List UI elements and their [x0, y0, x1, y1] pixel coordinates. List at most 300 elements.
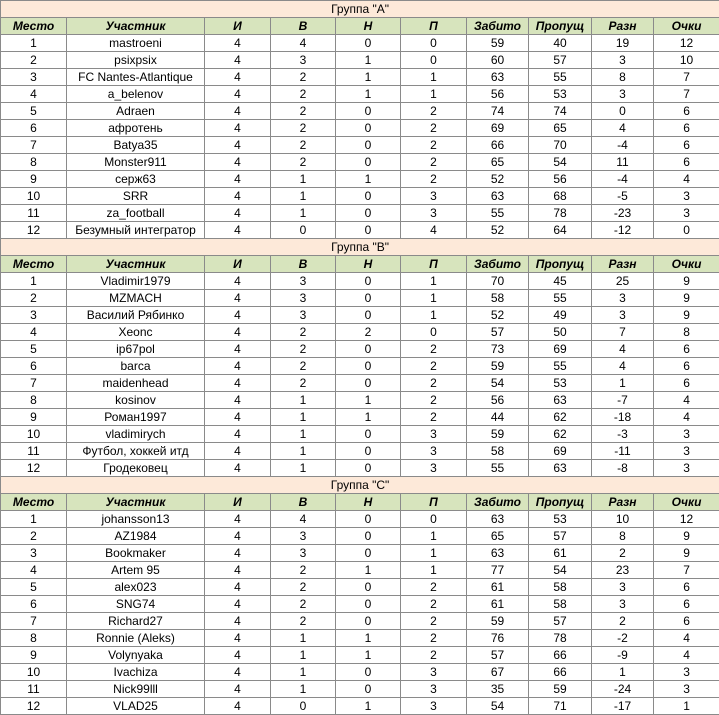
cell-wins: 2 [271, 341, 336, 358]
cell-games: 4 [205, 52, 271, 69]
cell-conceded: 55 [529, 69, 592, 86]
cell-games: 4 [205, 426, 271, 443]
column-header-conceded: Пропущ [529, 18, 592, 35]
cell-wins: 2 [271, 613, 336, 630]
cell-participant: Volynyaka [67, 647, 205, 664]
cell-draws: 1 [336, 69, 401, 86]
cell-games: 4 [205, 375, 271, 392]
cell-games: 4 [205, 545, 271, 562]
cell-points: 7 [654, 86, 719, 103]
cell-participant: Vladimir1979 [67, 273, 205, 290]
cell-place: 3 [1, 307, 67, 324]
cell-wins: 1 [271, 460, 336, 477]
table-row [1, 664, 719, 681]
table-row [1, 698, 719, 715]
cell-wins: 2 [271, 358, 336, 375]
cell-participant: SNG74 [67, 596, 205, 613]
cell-participant: Роман1997 [67, 409, 205, 426]
cell-wins: 1 [271, 630, 336, 647]
cell-diff: -18 [592, 409, 654, 426]
cell-draws: 0 [336, 222, 401, 239]
cell-losses: 1 [401, 528, 467, 545]
cell-games: 4 [205, 596, 271, 613]
cell-wins: 2 [271, 137, 336, 154]
column-header-draws: Н [336, 494, 401, 511]
table-row [1, 171, 719, 188]
cell-draws: 0 [336, 613, 401, 630]
column-header-participant: Участник [67, 256, 205, 273]
cell-participant: johansson13 [67, 511, 205, 528]
cell-diff: -12 [592, 222, 654, 239]
cell-games: 4 [205, 681, 271, 698]
cell-diff: -5 [592, 188, 654, 205]
cell-wins: 2 [271, 103, 336, 120]
cell-losses: 2 [401, 613, 467, 630]
cell-scored: 67 [467, 664, 529, 681]
cell-place: 6 [1, 358, 67, 375]
cell-draws: 0 [336, 120, 401, 137]
cell-losses: 2 [401, 154, 467, 171]
cell-place: 6 [1, 120, 67, 137]
column-header-place: Место [1, 18, 67, 35]
cell-place: 2 [1, 528, 67, 545]
column-header-row [1, 18, 719, 35]
cell-wins: 1 [271, 443, 336, 460]
cell-points: 6 [654, 358, 719, 375]
cell-draws: 0 [336, 545, 401, 562]
cell-place: 12 [1, 222, 67, 239]
cell-conceded: 70 [529, 137, 592, 154]
cell-place: 8 [1, 630, 67, 647]
cell-diff: 3 [592, 290, 654, 307]
cell-place: 10 [1, 664, 67, 681]
cell-losses: 1 [401, 290, 467, 307]
cell-wins: 3 [271, 528, 336, 545]
cell-wins: 4 [271, 35, 336, 52]
cell-losses: 2 [401, 579, 467, 596]
cell-conceded: 54 [529, 154, 592, 171]
cell-participant: Ronnie (Aleks) [67, 630, 205, 647]
cell-diff: 3 [592, 579, 654, 596]
cell-games: 4 [205, 647, 271, 664]
cell-scored: 73 [467, 341, 529, 358]
cell-place: 5 [1, 103, 67, 120]
cell-points: 4 [654, 171, 719, 188]
cell-scored: 65 [467, 528, 529, 545]
cell-losses: 3 [401, 681, 467, 698]
cell-diff: 10 [592, 511, 654, 528]
cell-draws: 0 [336, 443, 401, 460]
cell-diff: -4 [592, 137, 654, 154]
cell-points: 3 [654, 426, 719, 443]
cell-conceded: 55 [529, 358, 592, 375]
cell-scored: 63 [467, 545, 529, 562]
table-row [1, 324, 719, 341]
cell-games: 4 [205, 273, 271, 290]
cell-diff: -2 [592, 630, 654, 647]
cell-games: 4 [205, 528, 271, 545]
table-row [1, 460, 719, 477]
cell-losses: 2 [401, 341, 467, 358]
cell-conceded: 58 [529, 579, 592, 596]
cell-diff: -7 [592, 392, 654, 409]
cell-games: 4 [205, 443, 271, 460]
column-header-conceded: Пропущ [529, 494, 592, 511]
cell-draws: 1 [336, 562, 401, 579]
cell-draws: 1 [336, 698, 401, 715]
cell-scored: 56 [467, 86, 529, 103]
cell-draws: 2 [336, 324, 401, 341]
cell-scored: 58 [467, 290, 529, 307]
cell-games: 4 [205, 409, 271, 426]
cell-conceded: 61 [529, 545, 592, 562]
cell-losses: 2 [401, 630, 467, 647]
cell-draws: 0 [336, 511, 401, 528]
cell-draws: 1 [336, 630, 401, 647]
cell-scored: 77 [467, 562, 529, 579]
cell-points: 7 [654, 69, 719, 86]
cell-diff: 1 [592, 664, 654, 681]
cell-conceded: 64 [529, 222, 592, 239]
cell-diff: -3 [592, 426, 654, 443]
cell-points: 0 [654, 222, 719, 239]
cell-wins: 2 [271, 154, 336, 171]
cell-place: 5 [1, 341, 67, 358]
table-row [1, 528, 719, 545]
cell-losses: 0 [401, 511, 467, 528]
cell-games: 4 [205, 358, 271, 375]
cell-games: 4 [205, 103, 271, 120]
cell-wins: 3 [271, 545, 336, 562]
table-row [1, 205, 719, 222]
table-row [1, 86, 719, 103]
cell-diff: 3 [592, 307, 654, 324]
column-header-place: Место [1, 494, 67, 511]
cell-participant: Гродековец [67, 460, 205, 477]
cell-diff: 23 [592, 562, 654, 579]
cell-points: 6 [654, 120, 719, 137]
cell-participant: Artem 95 [67, 562, 205, 579]
table-row [1, 647, 719, 664]
table-row [1, 426, 719, 443]
cell-scored: 69 [467, 120, 529, 137]
cell-games: 4 [205, 664, 271, 681]
cell-losses: 3 [401, 443, 467, 460]
cell-points: 6 [654, 375, 719, 392]
cell-games: 4 [205, 222, 271, 239]
cell-losses: 2 [401, 171, 467, 188]
cell-participant: za_football [67, 205, 205, 222]
cell-place: 10 [1, 188, 67, 205]
cell-games: 4 [205, 290, 271, 307]
cell-losses: 1 [401, 545, 467, 562]
standings-body [1, 1, 719, 715]
cell-diff: -11 [592, 443, 654, 460]
cell-losses: 0 [401, 324, 467, 341]
cell-conceded: 57 [529, 52, 592, 69]
cell-draws: 1 [336, 392, 401, 409]
cell-conceded: 57 [529, 528, 592, 545]
group-title-row [1, 239, 719, 256]
cell-place: 9 [1, 409, 67, 426]
cell-place: 3 [1, 69, 67, 86]
cell-games: 4 [205, 562, 271, 579]
cell-losses: 2 [401, 596, 467, 613]
cell-conceded: 78 [529, 630, 592, 647]
cell-wins: 3 [271, 273, 336, 290]
cell-conceded: 71 [529, 698, 592, 715]
cell-draws: 0 [336, 273, 401, 290]
cell-conceded: 53 [529, 86, 592, 103]
table-row [1, 307, 719, 324]
cell-scored: 59 [467, 35, 529, 52]
cell-conceded: 63 [529, 460, 592, 477]
cell-wins: 0 [271, 222, 336, 239]
column-header-games: И [205, 256, 271, 273]
cell-points: 4 [654, 630, 719, 647]
cell-scored: 52 [467, 222, 529, 239]
cell-participant: Bookmaker [67, 545, 205, 562]
cell-diff: -23 [592, 205, 654, 222]
column-header-row [1, 494, 719, 511]
table-row [1, 103, 719, 120]
cell-place: 1 [1, 511, 67, 528]
table-row [1, 392, 719, 409]
cell-draws: 0 [336, 103, 401, 120]
cell-draws: 0 [336, 375, 401, 392]
cell-losses: 1 [401, 562, 467, 579]
cell-points: 4 [654, 392, 719, 409]
cell-points: 3 [654, 681, 719, 698]
cell-wins: 2 [271, 324, 336, 341]
cell-games: 4 [205, 137, 271, 154]
cell-wins: 1 [271, 205, 336, 222]
cell-points: 12 [654, 35, 719, 52]
cell-losses: 0 [401, 35, 467, 52]
cell-draws: 0 [336, 460, 401, 477]
cell-losses: 1 [401, 86, 467, 103]
column-header-scored: Забито [467, 18, 529, 35]
column-header-losses: П [401, 494, 467, 511]
cell-participant: psixpsix [67, 52, 205, 69]
cell-games: 4 [205, 205, 271, 222]
cell-wins: 1 [271, 392, 336, 409]
cell-losses: 1 [401, 69, 467, 86]
cell-scored: 54 [467, 698, 529, 715]
table-row [1, 511, 719, 528]
group-title-row [1, 1, 719, 18]
cell-wins: 3 [271, 52, 336, 69]
cell-wins: 2 [271, 69, 336, 86]
cell-conceded: 57 [529, 613, 592, 630]
table-row [1, 273, 719, 290]
cell-participant: ip67pol [67, 341, 205, 358]
cell-diff: 4 [592, 358, 654, 375]
cell-participant: vladimirych [67, 426, 205, 443]
cell-points: 4 [654, 647, 719, 664]
column-header-draws: Н [336, 18, 401, 35]
cell-conceded: 53 [529, 511, 592, 528]
cell-scored: 70 [467, 273, 529, 290]
cell-participant: Безумный интегратор [67, 222, 205, 239]
table-row [1, 35, 719, 52]
cell-participant: AZ1984 [67, 528, 205, 545]
cell-wins: 2 [271, 375, 336, 392]
cell-participant: Nick99lll [67, 681, 205, 698]
cell-wins: 1 [271, 409, 336, 426]
group-title-row [1, 477, 719, 494]
cell-scored: 65 [467, 154, 529, 171]
cell-points: 10 [654, 52, 719, 69]
cell-place: 7 [1, 375, 67, 392]
cell-draws: 0 [336, 528, 401, 545]
cell-participant: Richard27 [67, 613, 205, 630]
cell-scored: 63 [467, 511, 529, 528]
cell-place: 8 [1, 392, 67, 409]
cell-games: 4 [205, 171, 271, 188]
cell-points: 6 [654, 579, 719, 596]
cell-wins: 2 [271, 596, 336, 613]
column-header-games: И [205, 494, 271, 511]
cell-scored: 61 [467, 596, 529, 613]
cell-draws: 0 [336, 426, 401, 443]
cell-place: 4 [1, 86, 67, 103]
cell-participant: a_belenov [67, 86, 205, 103]
cell-draws: 0 [336, 205, 401, 222]
cell-diff: 8 [592, 528, 654, 545]
cell-conceded: 40 [529, 35, 592, 52]
table-row [1, 137, 719, 154]
cell-diff: 4 [592, 341, 654, 358]
table-row [1, 375, 719, 392]
cell-conceded: 56 [529, 171, 592, 188]
group-title: Группа "В" [1, 239, 719, 256]
table-row [1, 52, 719, 69]
cell-losses: 2 [401, 375, 467, 392]
cell-wins: 1 [271, 647, 336, 664]
cell-draws: 0 [336, 341, 401, 358]
cell-games: 4 [205, 86, 271, 103]
cell-participant: SRR [67, 188, 205, 205]
column-header-wins: В [271, 18, 336, 35]
cell-losses: 0 [401, 52, 467, 69]
cell-games: 4 [205, 188, 271, 205]
cell-draws: 1 [336, 409, 401, 426]
cell-scored: 66 [467, 137, 529, 154]
cell-scored: 55 [467, 460, 529, 477]
cell-diff: -24 [592, 681, 654, 698]
cell-conceded: 50 [529, 324, 592, 341]
cell-conceded: 66 [529, 647, 592, 664]
table-row [1, 545, 719, 562]
cell-games: 4 [205, 324, 271, 341]
cell-games: 4 [205, 511, 271, 528]
table-row [1, 630, 719, 647]
cell-participant: Adraen [67, 103, 205, 120]
cell-conceded: 62 [529, 409, 592, 426]
table-row [1, 613, 719, 630]
cell-points: 6 [654, 613, 719, 630]
cell-draws: 0 [336, 154, 401, 171]
table-row [1, 681, 719, 698]
cell-losses: 2 [401, 103, 467, 120]
column-header-draws: Н [336, 256, 401, 273]
cell-conceded: 68 [529, 188, 592, 205]
column-header-points: Очки [654, 494, 719, 511]
column-header-games: И [205, 18, 271, 35]
cell-points: 4 [654, 409, 719, 426]
cell-place: 10 [1, 426, 67, 443]
cell-diff: -9 [592, 647, 654, 664]
cell-scored: 58 [467, 443, 529, 460]
cell-points: 6 [654, 341, 719, 358]
cell-diff: 4 [592, 120, 654, 137]
cell-points: 3 [654, 664, 719, 681]
cell-participant: alex023 [67, 579, 205, 596]
cell-conceded: 62 [529, 426, 592, 443]
table-row [1, 188, 719, 205]
cell-games: 4 [205, 392, 271, 409]
cell-points: 9 [654, 307, 719, 324]
column-header-place: Место [1, 256, 67, 273]
cell-participant: kosinov [67, 392, 205, 409]
cell-points: 9 [654, 290, 719, 307]
cell-place: 6 [1, 596, 67, 613]
cell-games: 4 [205, 630, 271, 647]
cell-games: 4 [205, 120, 271, 137]
column-header-losses: П [401, 18, 467, 35]
cell-conceded: 74 [529, 103, 592, 120]
cell-points: 6 [654, 137, 719, 154]
cell-diff: 3 [592, 86, 654, 103]
column-header-points: Очки [654, 18, 719, 35]
column-header-scored: Забито [467, 256, 529, 273]
cell-scored: 76 [467, 630, 529, 647]
cell-participant: серж63 [67, 171, 205, 188]
cell-conceded: 63 [529, 392, 592, 409]
cell-draws: 1 [336, 52, 401, 69]
cell-wins: 2 [271, 120, 336, 137]
cell-place: 12 [1, 698, 67, 715]
cell-scored: 52 [467, 171, 529, 188]
cell-conceded: 66 [529, 664, 592, 681]
cell-wins: 2 [271, 562, 336, 579]
cell-games: 4 [205, 579, 271, 596]
column-header-participant: Участник [67, 18, 205, 35]
cell-draws: 0 [336, 307, 401, 324]
cell-participant: Xeonc [67, 324, 205, 341]
cell-points: 8 [654, 324, 719, 341]
cell-losses: 3 [401, 460, 467, 477]
cell-place: 2 [1, 290, 67, 307]
cell-draws: 0 [336, 579, 401, 596]
cell-draws: 1 [336, 171, 401, 188]
cell-participant: maidenhead [67, 375, 205, 392]
cell-draws: 0 [336, 290, 401, 307]
cell-conceded: 69 [529, 341, 592, 358]
table-row [1, 222, 719, 239]
cell-participant: FC Nantes-Atlantique [67, 69, 205, 86]
cell-conceded: 54 [529, 562, 592, 579]
cell-participant: афротень [67, 120, 205, 137]
cell-games: 4 [205, 613, 271, 630]
column-header-conceded: Пропущ [529, 256, 592, 273]
cell-wins: 1 [271, 681, 336, 698]
cell-diff: 2 [592, 545, 654, 562]
cell-losses: 1 [401, 307, 467, 324]
table-row [1, 579, 719, 596]
cell-points: 9 [654, 273, 719, 290]
